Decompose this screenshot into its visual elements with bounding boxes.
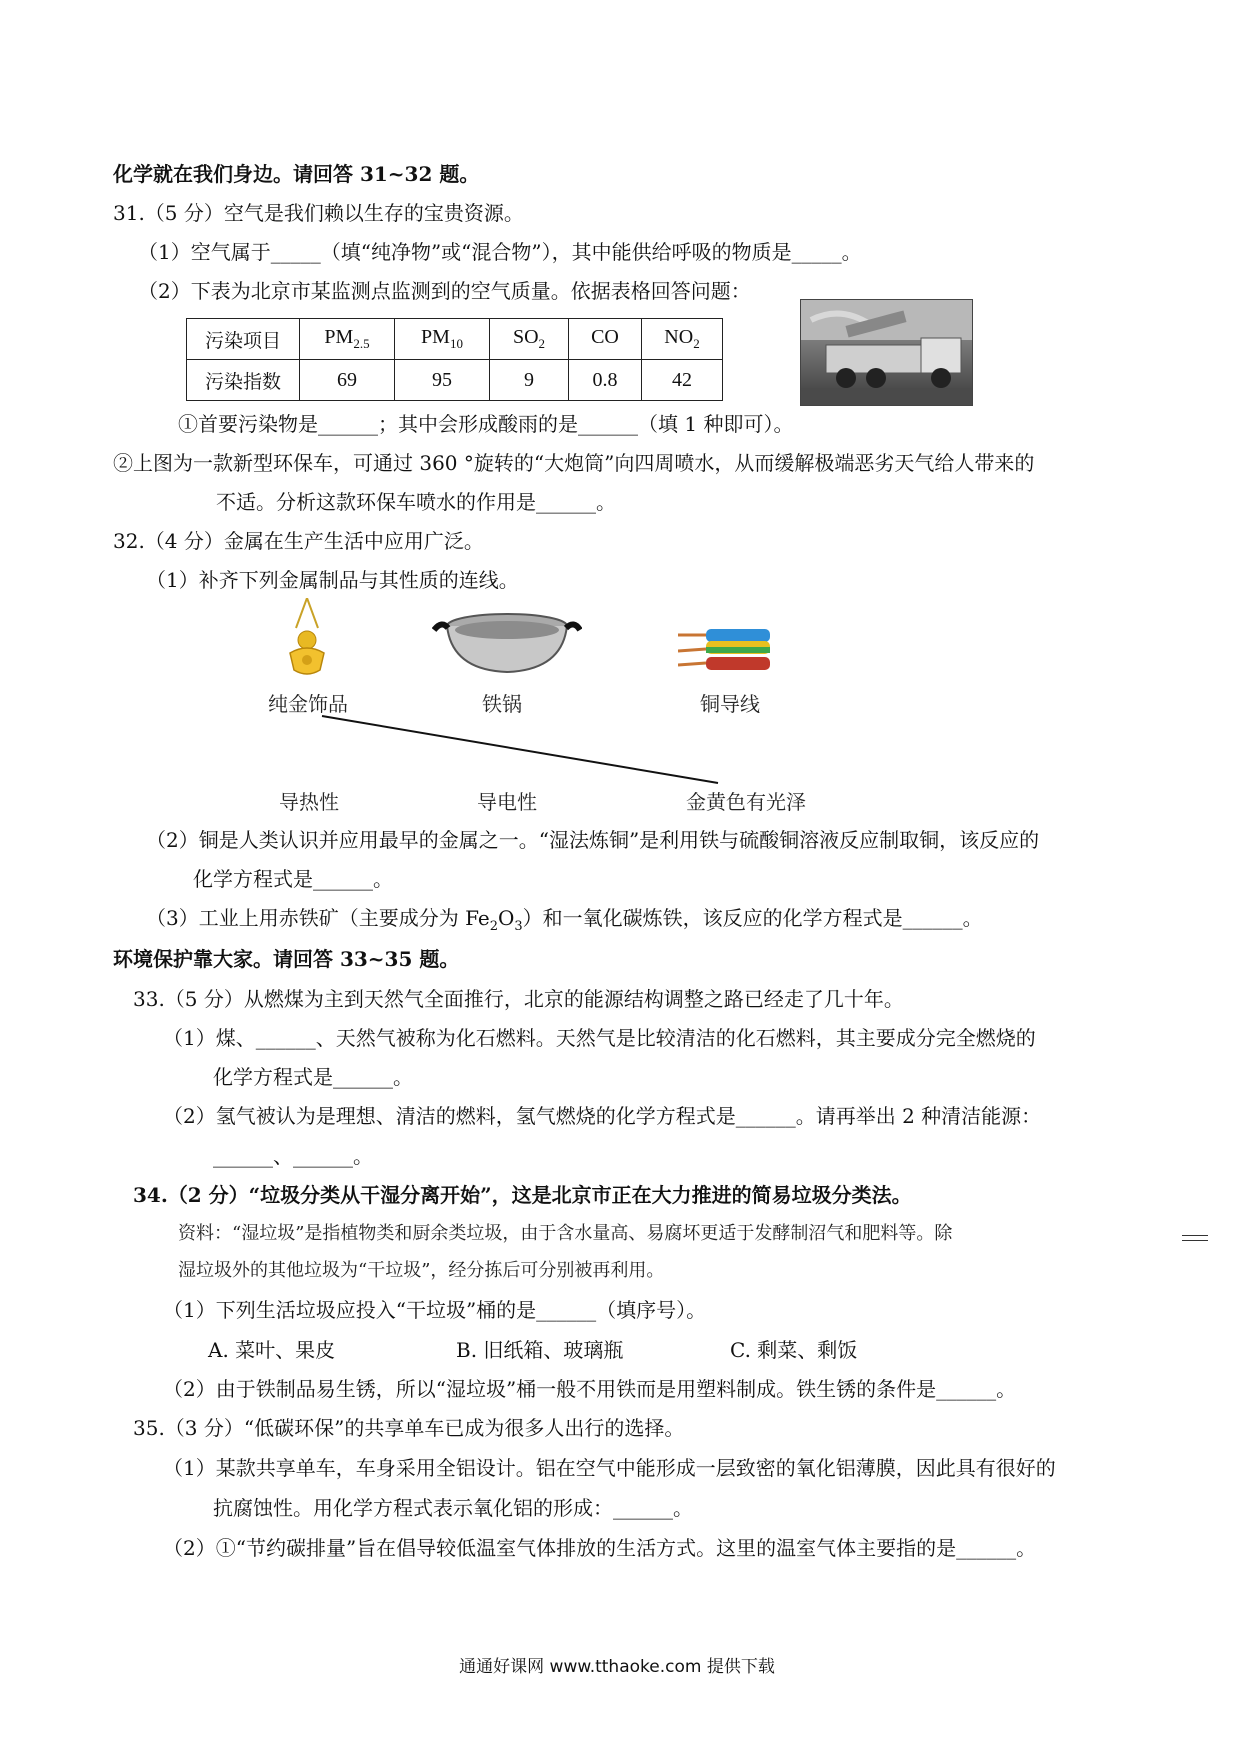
q34-stem: 34.（2 分）“垃圾分类从干湿分离开始”，这是北京市正在大力推进的简易垃圾分类法。: [133, 1183, 912, 1207]
q34-part1: （1）下列生活垃圾应投入“干垃圾”桶的是______（填序号）。: [163, 1298, 707, 1322]
q32-part1: （1）补齐下列金属制品与其性质的连线。: [146, 568, 519, 592]
margin-marks: [1182, 1235, 1208, 1245]
table-cell: $SO_2$: [490, 319, 569, 360]
q31-stem: 31.（5 分）空气是我们赖以生存的宝贵资源。: [113, 201, 524, 225]
q33-part1-line2: 化学方程式是______。: [213, 1065, 413, 1089]
table-cell: 9: [490, 360, 569, 401]
table-cell: 69: [300, 360, 395, 401]
q32-part2-line2: 化学方程式是______。: [193, 867, 393, 891]
table-cell: 42: [642, 360, 723, 401]
q33-part2-line2: ______、______。: [213, 1144, 373, 1168]
table-cell: 0.8: [569, 360, 642, 401]
q32-part3: （3）工业上用赤铁矿（主要成分为 $Fe_2O_3$）和一氧化碳炼铁，该反应的化学方程式是______。: [146, 906, 983, 934]
q35-part1-line2: 抗腐蚀性。用化学方程式表示氧化铝的形成：______。: [213, 1496, 693, 1520]
q34-option-b: B. 旧纸箱、玻璃瓶: [456, 1338, 624, 1362]
table-cell: $PM_{2.5}$: [300, 319, 395, 360]
q31-answer2-line1: ②上图为一款新型环保车，可通过 360 °旋转的“大炮筒”向四周喷水，从而缓解极端恶劣天气给人带来的: [113, 451, 1035, 475]
q35-part2: （2）①“节约碳排量”旨在倡导较低温室气体排放的生活方式。这里的温室气体主要指的是______。: [163, 1536, 1037, 1560]
property-golden-luster: 金黄色有光泽: [686, 790, 806, 814]
q34-option-c: C. 剩菜、剩饭: [730, 1338, 858, 1362]
property-thermal-conductivity: 导热性: [279, 790, 339, 814]
q31-part2: （2）下表为北京市某监测点监测到的空气质量。依据表格回答问题：: [138, 279, 751, 303]
table-cell: 95: [395, 360, 490, 401]
section-title-2: 环境保护靠大家。请回答 33~35 题。: [113, 947, 460, 971]
q35-stem: 35.（3 分）“低碳环保”的共享单车已成为很多人出行的选择。: [133, 1416, 685, 1440]
q34-note-line2: 湿垃圾外的其他垃圾为“干垃圾”，经分拣后可分别被再利用。: [178, 1260, 665, 1281]
item-iron-wok: 铁锅: [482, 692, 522, 716]
q35-part1-line1: （1）某款共享单车，车身采用全铝设计。铝在空气中能形成一层致密的氧化铝薄膜，因此具有很好的: [163, 1456, 1056, 1480]
table-cell: $PM_{10}$: [395, 319, 490, 360]
item-copper-wire: 铜导线: [700, 692, 760, 716]
q33-part2-line1: （2）氢气被认为是理想、清洁的燃料，氢气燃烧的化学方程式是______。请再举出 2 种清洁能源：: [163, 1104, 1042, 1128]
q33-part1-line1: （1）煤、______、天然气被称为化石燃料。天然气是比较清洁的化石燃料，其主要成分完全燃烧的: [163, 1026, 1036, 1050]
q31-answer1: ①首要污染物是______；其中会形成酸雨的是______（填 1 种即可）。: [178, 412, 794, 436]
q34-option-a: A. 菜叶、果皮: [208, 1338, 336, 1362]
q31-answer2-line2: 不适。分析这款环保车喷水的作用是______。: [216, 490, 616, 514]
q34-part2: （2）由于铁制品易生锈，所以“湿垃圾”桶一般不用铁而是用塑料制成。铁生锈的条件是______。: [163, 1377, 1017, 1401]
property-electrical-conductivity: 导电性: [477, 790, 537, 814]
q33-stem: 33.（5 分）从燃煤为主到天然气全面推行，北京的能源结构调整之路已经走了几十年。: [133, 987, 904, 1011]
table-cell: $NO_2$: [642, 319, 723, 360]
q32-stem: 32.（4 分）金属在生产生活中应用广泛。: [113, 529, 484, 553]
section-title-1: 化学就在我们身边。请回答 31~32 题。: [113, 162, 480, 186]
table-header-cell: 污染指数: [187, 360, 300, 401]
item-gold-jewelry: 纯金饰品: [268, 692, 348, 716]
q31-part1: （1）空气属于_____（填“纯净物”或“混合物”），其中能供给呼吸的物质是_____。: [138, 240, 862, 264]
q32-part2-line1: （2）铜是人类认识并应用最早的金属之一。“湿法炼铜”是利用铁与硫酸铜溶液反应制取铜，该反应的: [146, 828, 1040, 852]
q34-note-line1: 资料：“湿垃圾”是指植物类和厨余类垃圾，由于含水量高、易腐坏更适于发酵制沼气和肥料等。除: [178, 1223, 953, 1244]
footer-watermark: 通通好课网 www.tthaoke.com 提供下载: [459, 1657, 775, 1677]
table-header-cell: 污染项目: [187, 319, 300, 360]
table-cell: CO: [569, 319, 642, 360]
